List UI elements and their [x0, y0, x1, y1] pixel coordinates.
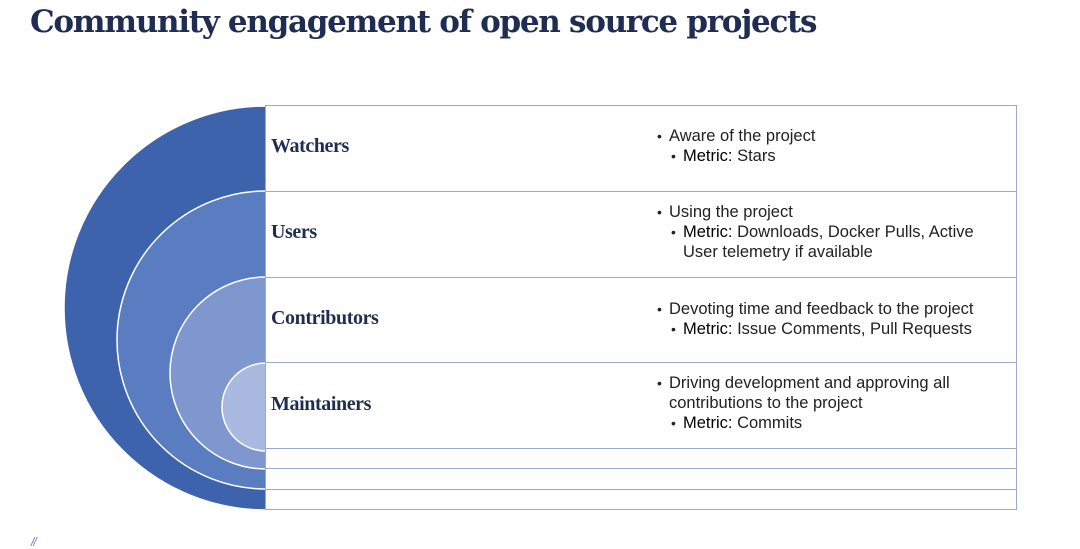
description-bullet: • Devoting time and feedback to the project: [656, 299, 1006, 319]
metric-bullet: [656, 319, 1006, 339]
page-title: Community engagement of open source projects: [30, 4, 817, 40]
metric-value: Stars: [737, 147, 776, 165]
metric-key: Metric:: [683, 414, 733, 432]
row-maintainers: [266, 363, 1016, 448]
metric-bullet: [656, 146, 1006, 166]
metric-value: Issue Comments, Pull Requests: [737, 320, 972, 338]
description-bullet: • Aware of the project: [656, 126, 1006, 146]
row-watchers: [266, 106, 1016, 191]
slash-logo-icon: //: [31, 535, 36, 549]
metric-key: Metric:: [683, 223, 733, 241]
row-label: Contributors: [271, 307, 379, 329]
metric-bullet: [656, 413, 1006, 433]
metric-key: Metric:: [683, 147, 733, 165]
row-description: [656, 299, 1006, 339]
row-description: [656, 202, 1006, 262]
description-bullet: • Driving development and approving all contributions to the project: [656, 373, 1006, 413]
metric-bullet: [656, 222, 1006, 262]
row-label: Maintainers: [271, 393, 372, 415]
metric-key: Metric:: [683, 320, 733, 338]
row-description: [656, 126, 1006, 166]
row-description: [656, 373, 1006, 433]
row-label: Watchers: [271, 135, 349, 157]
row-contributors: [266, 278, 1016, 362]
row-users: [266, 192, 1016, 277]
description-bullet: • Using the project: [656, 202, 1006, 222]
row-label: Users: [271, 221, 317, 243]
metric-value: Commits: [737, 414, 803, 432]
metric-value: Downloads, Docker Pulls, Active User telemetry if available: [683, 223, 974, 261]
